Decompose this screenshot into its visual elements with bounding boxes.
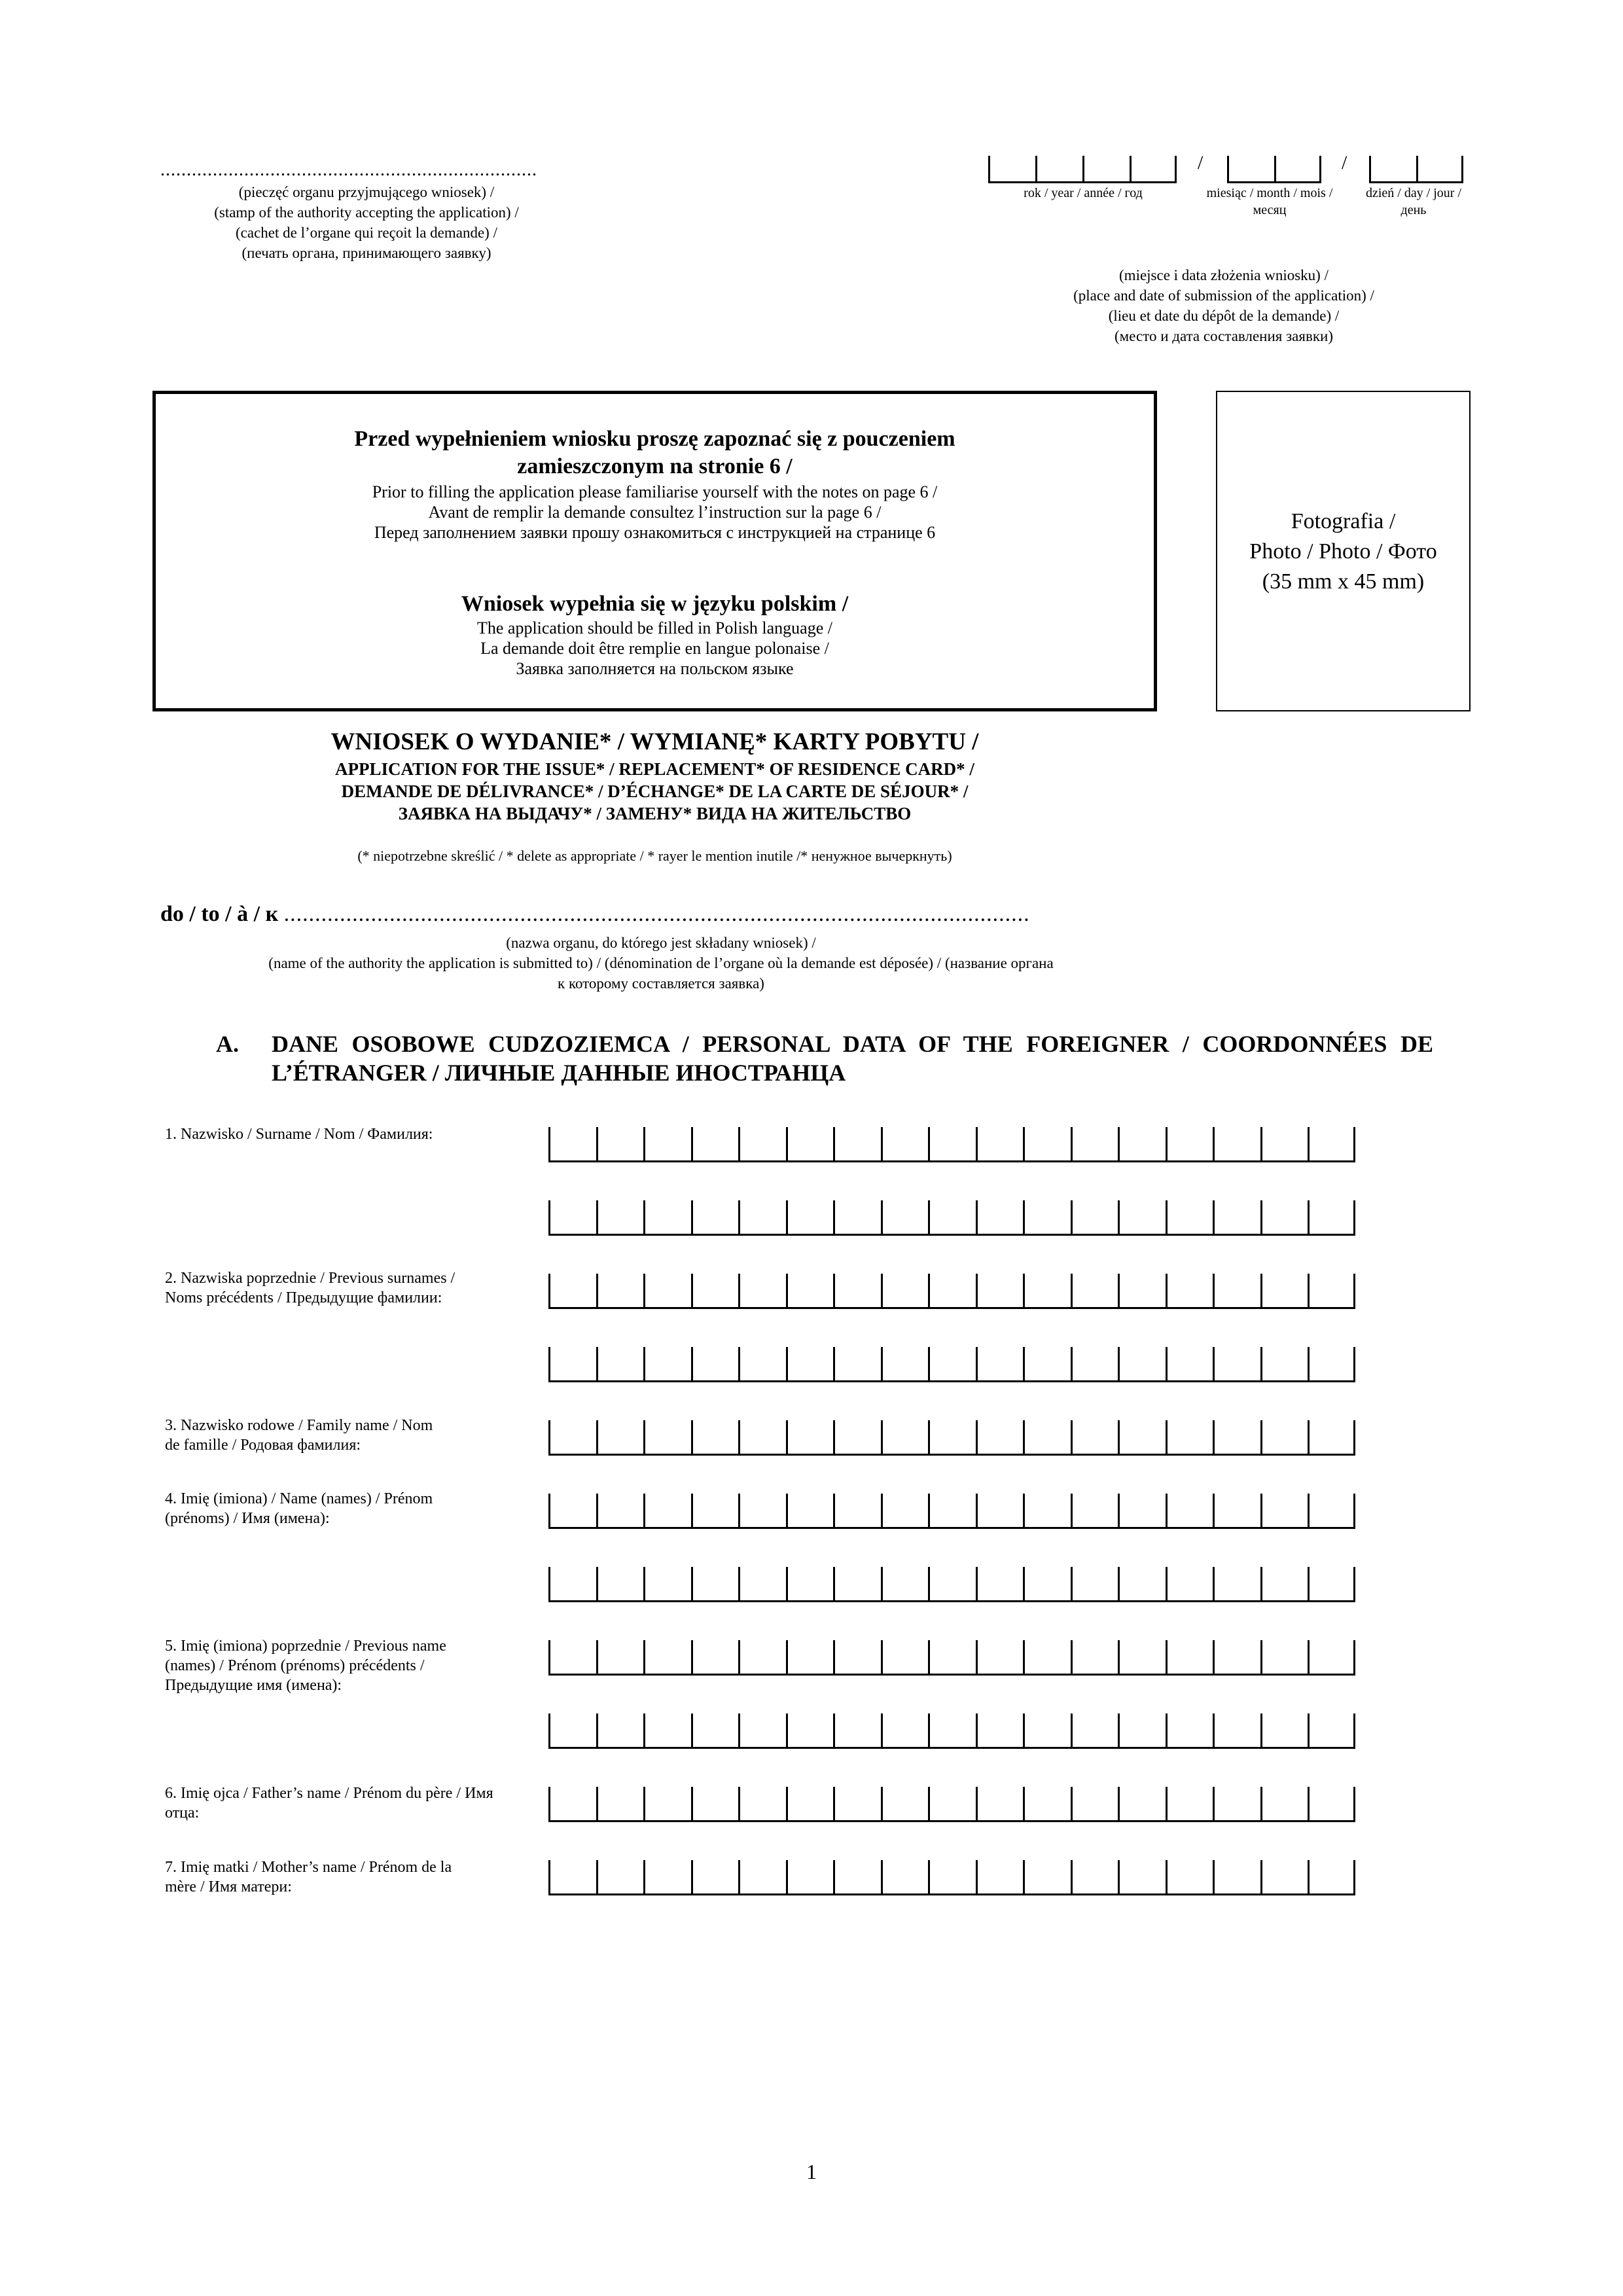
character-cell[interactable] — [786, 1200, 834, 1236]
instructions-title: Przed wypełnieniem wniosku proszę zapoznać się z pouczeniem zamieszczonym na stronie 6 / — [354, 427, 955, 478]
character-cell[interactable] — [738, 1420, 786, 1456]
character-cell[interactable] — [596, 1127, 644, 1162]
character-cell[interactable] — [1118, 1640, 1166, 1676]
character-cell[interactable] — [928, 1640, 976, 1676]
language-line: The application should be filled in Polish language / — [476, 619, 832, 637]
character-cell[interactable] — [833, 1200, 881, 1236]
field-label-line: 6. Imię ojca / Father’s name / Prénom du père / Имя — [165, 1785, 493, 1802]
character-cell[interactable] — [1166, 1200, 1213, 1236]
date-month-boxes[interactable] — [1227, 156, 1321, 183]
character-cell[interactable] — [548, 1567, 596, 1602]
character-cell[interactable] — [1118, 1713, 1166, 1749]
character-cell[interactable] — [596, 1713, 644, 1749]
character-cell[interactable] — [1308, 1860, 1355, 1895]
character-cell[interactable] — [1166, 1567, 1213, 1602]
date-separator: / — [1198, 152, 1204, 173]
stamp-caption-line: (печать органа, принимающего заявку) — [241, 245, 491, 261]
character-cell[interactable] — [1166, 1347, 1213, 1382]
instructions-line: Перед заполнением заявки прошу ознакомиться с инструкцией на странице 6 — [374, 523, 936, 542]
character-cell[interactable] — [548, 1860, 596, 1895]
character-cell[interactable] — [1308, 1127, 1355, 1162]
stamp-caption — [160, 182, 573, 263]
character-cell[interactable] — [1071, 1787, 1118, 1822]
language-line: La demande doit être remplie en langue polonaise / — [480, 639, 829, 658]
application-subtitle: APPLICATION FOR THE ISSUE* / REPLACEMENT* OF RESIDENCE CARD* / — [335, 759, 974, 779]
character-cell[interactable] — [1118, 1787, 1166, 1822]
character-cell[interactable] — [1023, 1787, 1071, 1822]
instructions-line: Prior to filling the application please familiarise yourself with the notes on page 6 / — [372, 482, 938, 501]
photo-caption-line: (35 mm x 45 mm) — [1262, 569, 1425, 594]
date-month-label: miesiąc / month / mois / месяц — [1206, 186, 1333, 217]
character-cell[interactable] — [1071, 1200, 1118, 1236]
character-cell[interactable] — [1166, 1860, 1213, 1895]
family-name-grid[interactable] — [548, 1420, 1355, 1456]
character-cell[interactable] — [786, 1494, 834, 1529]
character-cell[interactable] — [691, 1274, 739, 1309]
character-cell[interactable] — [1166, 1640, 1213, 1676]
character-cell[interactable] — [691, 1200, 739, 1236]
character-cell[interactable] — [691, 1420, 739, 1456]
character-cell[interactable] — [833, 1640, 881, 1676]
character-cell[interactable] — [548, 1787, 596, 1822]
character-cell[interactable] — [1071, 1420, 1118, 1456]
previous-surnames-grid-continued[interactable] — [548, 1347, 1355, 1382]
character-cell[interactable] — [1166, 1713, 1213, 1749]
field-label-line: 1. Nazwisko / Surname / Nom / Фамилия: — [165, 1126, 433, 1143]
character-cell[interactable] — [1118, 1347, 1166, 1382]
character-cell[interactable] — [643, 1494, 691, 1529]
character-cell[interactable] — [928, 1494, 976, 1529]
character-cell[interactable] — [1213, 1494, 1260, 1529]
addressee-caption — [160, 933, 1162, 994]
character-cell[interactable] — [881, 1127, 929, 1162]
date-year-boxes[interactable] — [988, 156, 1177, 183]
character-cell[interactable] — [691, 1713, 739, 1749]
addressee-dots[interactable]: ........................................................................................................................ — [283, 902, 1030, 926]
addressee-caption-line: (nazwa organu, do którego jest składany wniosek) / — [506, 935, 816, 951]
field-label-line: 7. Imię matki / Mother’s name / Prénom de la — [165, 1859, 452, 1876]
character-cell[interactable] — [1166, 1494, 1213, 1529]
character-cell[interactable] — [691, 1127, 739, 1162]
date-cell[interactable] — [1416, 156, 1463, 183]
character-cell[interactable] — [881, 1640, 929, 1676]
character-cell[interactable] — [1260, 1200, 1308, 1236]
character-cell[interactable] — [548, 1494, 596, 1529]
language-line: Заявка заполняется на польском языке — [516, 659, 794, 678]
character-cell[interactable] — [1118, 1420, 1166, 1456]
character-cell[interactable] — [881, 1860, 929, 1895]
stamp-caption-line: (pieczęć organu przyjmującego wniosek) / — [238, 184, 495, 200]
field-label-line: (prénoms) / Имя (имена): — [165, 1510, 330, 1527]
character-cell[interactable] — [881, 1420, 929, 1456]
character-cell[interactable] — [976, 1274, 1024, 1309]
character-cell[interactable] — [643, 1274, 691, 1309]
field-label-previous-names — [165, 1636, 531, 1695]
character-cell[interactable] — [1166, 1127, 1213, 1162]
character-cell[interactable] — [1118, 1567, 1166, 1602]
language-title: Wniosek wypełnia się w języku polskim / — [461, 592, 849, 616]
character-cell[interactable] — [833, 1347, 881, 1382]
character-cell[interactable] — [1213, 1713, 1260, 1749]
character-cell[interactable] — [548, 1274, 596, 1309]
character-cell[interactable] — [928, 1713, 976, 1749]
character-cell[interactable] — [596, 1787, 644, 1822]
character-cell[interactable] — [928, 1347, 976, 1382]
place-date-caption — [969, 265, 1479, 346]
character-cell[interactable] — [643, 1420, 691, 1456]
photo-caption-line: Fotografia / — [1291, 509, 1396, 533]
character-cell[interactable] — [1213, 1127, 1260, 1162]
character-cell[interactable] — [928, 1127, 976, 1162]
character-cell[interactable] — [786, 1787, 834, 1822]
character-cell[interactable] — [786, 1640, 834, 1676]
photo-caption — [1217, 507, 1469, 597]
character-cell[interactable] — [643, 1787, 691, 1822]
character-cell[interactable] — [596, 1347, 644, 1382]
character-cell[interactable] — [881, 1567, 929, 1602]
character-cell[interactable] — [1308, 1274, 1355, 1309]
character-cell[interactable] — [1260, 1420, 1308, 1456]
character-cell[interactable] — [1023, 1274, 1071, 1309]
character-cell[interactable] — [596, 1567, 644, 1602]
field-label-line: Предыдущие имя (имена): — [165, 1677, 342, 1694]
character-cell[interactable] — [786, 1420, 834, 1456]
character-cell[interactable] — [1260, 1640, 1308, 1676]
delete-note: (* niepotrzebne skreślić / * delete as appropriate / * rayer le mention inutile /* ненужное вычеркнуть) — [357, 848, 952, 864]
character-cell[interactable] — [643, 1567, 691, 1602]
character-cell[interactable] — [1023, 1494, 1071, 1529]
character-cell[interactable] — [1071, 1567, 1118, 1602]
field-label-line: de famille / Родовая фамилия: — [165, 1437, 361, 1454]
character-cell[interactable] — [976, 1787, 1024, 1822]
date-cell[interactable] — [1274, 156, 1321, 183]
character-cell[interactable] — [738, 1787, 786, 1822]
field-label-previous-surnames — [165, 1268, 531, 1308]
character-cell[interactable] — [1023, 1200, 1071, 1236]
character-cell[interactable] — [1260, 1494, 1308, 1529]
character-cell[interactable] — [1023, 1127, 1071, 1162]
character-cell[interactable] — [1213, 1347, 1260, 1382]
character-cell[interactable] — [1260, 1860, 1308, 1895]
character-cell[interactable] — [548, 1420, 596, 1456]
instructions-box — [152, 391, 1157, 711]
character-cell[interactable] — [1213, 1274, 1260, 1309]
character-cell[interactable] — [1308, 1347, 1355, 1382]
character-cell[interactable] — [643, 1127, 691, 1162]
character-cell[interactable] — [691, 1640, 739, 1676]
character-cell[interactable] — [643, 1860, 691, 1895]
addressee-line[interactable] — [160, 902, 1030, 927]
date-cell[interactable] — [1369, 156, 1416, 183]
character-cell[interactable] — [738, 1127, 786, 1162]
character-cell[interactable] — [1213, 1200, 1260, 1236]
name-grid[interactable] — [548, 1494, 1355, 1529]
application-subtitle: DEMANDE DE DÉLIVRANCE* / D’ÉCHANGE* DE LA CARTE DE SÉJOUR* / — [341, 781, 969, 801]
character-cell[interactable] — [738, 1494, 786, 1529]
character-cell[interactable] — [881, 1347, 929, 1382]
character-cell[interactable] — [738, 1200, 786, 1236]
character-cell[interactable] — [976, 1494, 1024, 1529]
character-cell[interactable] — [1023, 1713, 1071, 1749]
character-cell[interactable] — [738, 1640, 786, 1676]
character-cell[interactable] — [548, 1200, 596, 1236]
mothers-name-grid[interactable] — [548, 1860, 1355, 1895]
addressee-caption-line: (name of the authority the application is submitted to) / (dénomination de l’organe où la demande est déposée) / (название органа — [268, 955, 1054, 971]
character-cell[interactable] — [596, 1420, 644, 1456]
character-cell[interactable] — [596, 1860, 644, 1895]
character-cell[interactable] — [1260, 1347, 1308, 1382]
field-label-line: 2. Nazwiska poprzednie / Previous surnames / — [165, 1270, 455, 1287]
character-cell[interactable] — [1118, 1127, 1166, 1162]
previous-names-grid[interactable] — [548, 1640, 1355, 1676]
place-caption-line: (место и дата составления заявки) — [1115, 328, 1333, 344]
character-cell[interactable] — [881, 1787, 929, 1822]
character-cell[interactable] — [1071, 1127, 1118, 1162]
character-cell[interactable] — [1166, 1274, 1213, 1309]
field-label-family-name — [165, 1416, 531, 1455]
character-cell[interactable] — [833, 1494, 881, 1529]
character-cell[interactable] — [833, 1860, 881, 1895]
field-label-line: mère / Имя матери: — [165, 1878, 292, 1895]
character-cell[interactable] — [786, 1274, 834, 1309]
field-label-line: 4. Imię (imiona) / Name (names) / Prénom — [165, 1490, 433, 1507]
character-cell[interactable] — [1308, 1787, 1355, 1822]
character-cell[interactable] — [1260, 1713, 1308, 1749]
date-day-boxes[interactable] — [1369, 156, 1463, 183]
previous-names-grid-continued[interactable] — [548, 1713, 1355, 1749]
application-subtitle: ЗАЯВКА НА ВЫДАЧУ* / ЗАМЕНУ* ВИДА НА ЖИТЕЛЬСТВО — [398, 804, 912, 823]
character-cell[interactable] — [833, 1787, 881, 1822]
field-label-mothers-name — [165, 1857, 531, 1897]
character-cell[interactable] — [738, 1860, 786, 1895]
character-cell[interactable] — [596, 1640, 644, 1676]
character-cell[interactable] — [976, 1347, 1024, 1382]
character-cell[interactable] — [928, 1787, 976, 1822]
character-cell[interactable] — [833, 1713, 881, 1749]
date-cell[interactable] — [1035, 156, 1082, 183]
character-cell[interactable] — [976, 1713, 1024, 1749]
character-cell[interactable] — [1213, 1420, 1260, 1456]
fathers-name-grid[interactable] — [548, 1787, 1355, 1822]
character-cell[interactable] — [1118, 1200, 1166, 1236]
character-cell[interactable] — [1071, 1640, 1118, 1676]
character-cell[interactable] — [928, 1200, 976, 1236]
character-cell[interactable] — [1308, 1713, 1355, 1749]
page-number: 1 — [806, 2160, 817, 2183]
character-cell[interactable] — [1260, 1567, 1308, 1602]
character-cell[interactable] — [1071, 1713, 1118, 1749]
character-cell[interactable] — [738, 1713, 786, 1749]
character-cell[interactable] — [1023, 1567, 1071, 1602]
character-cell[interactable] — [1308, 1420, 1355, 1456]
character-cell[interactable] — [1308, 1200, 1355, 1236]
character-cell[interactable] — [1071, 1347, 1118, 1382]
character-cell[interactable] — [881, 1274, 929, 1309]
character-cell[interactable] — [1213, 1567, 1260, 1602]
stamp-line: ........................................................................ — [160, 160, 537, 180]
date-cell[interactable] — [988, 156, 1035, 183]
character-cell[interactable] — [643, 1347, 691, 1382]
character-cell[interactable] — [1213, 1787, 1260, 1822]
character-cell[interactable] — [1260, 1274, 1308, 1309]
character-cell[interactable] — [643, 1713, 691, 1749]
field-label-fathers-name — [165, 1784, 531, 1823]
character-cell[interactable] — [643, 1640, 691, 1676]
character-cell[interactable] — [691, 1567, 739, 1602]
character-cell[interactable] — [1118, 1274, 1166, 1309]
character-cell[interactable] — [928, 1274, 976, 1309]
surname-grid-continued[interactable] — [548, 1200, 1355, 1236]
character-cell[interactable] — [976, 1640, 1024, 1676]
character-cell[interactable] — [1308, 1567, 1355, 1602]
character-cell[interactable] — [691, 1787, 739, 1822]
character-cell[interactable] — [1023, 1640, 1071, 1676]
character-cell[interactable] — [738, 1274, 786, 1309]
character-cell[interactable] — [928, 1567, 976, 1602]
character-cell[interactable] — [548, 1713, 596, 1749]
character-cell[interactable] — [833, 1420, 881, 1456]
character-cell[interactable] — [1166, 1787, 1213, 1822]
character-cell[interactable] — [596, 1274, 644, 1309]
character-cell[interactable] — [833, 1127, 881, 1162]
character-cell[interactable] — [928, 1420, 976, 1456]
place-caption-line: (miejsce i data złożenia wniosku) / — [1119, 267, 1329, 283]
character-cell[interactable] — [1260, 1127, 1308, 1162]
character-cell[interactable] — [976, 1127, 1024, 1162]
date-year-label: rok / year / année / год — [1024, 186, 1143, 200]
character-cell[interactable] — [786, 1860, 834, 1895]
date-cell[interactable] — [1227, 156, 1274, 183]
character-cell[interactable] — [1260, 1787, 1308, 1822]
character-cell[interactable] — [881, 1494, 929, 1529]
character-cell[interactable] — [691, 1494, 739, 1529]
name-grid-continued[interactable] — [548, 1567, 1355, 1602]
character-cell[interactable] — [1308, 1640, 1355, 1676]
character-cell[interactable] — [1023, 1860, 1071, 1895]
previous-surnames-grid[interactable] — [548, 1274, 1355, 1309]
character-cell[interactable] — [976, 1567, 1024, 1602]
character-cell[interactable] — [976, 1860, 1024, 1895]
surname-grid[interactable] — [548, 1127, 1355, 1162]
character-cell[interactable] — [833, 1567, 881, 1602]
character-cell[interactable] — [1118, 1860, 1166, 1895]
section-letter: A. — [216, 1031, 239, 1057]
addressee-prefix: do / to / à / к — [160, 902, 279, 926]
date-day-label: dzień / day / jour / день — [1365, 186, 1462, 217]
character-cell[interactable] — [691, 1860, 739, 1895]
character-cell[interactable] — [643, 1200, 691, 1236]
application-title: WNIOSEK O WYDANIE* / WYMIANĘ* KARTY POBYTU / — [330, 728, 979, 755]
place-caption-line: (place and date of submission of the application) / — [1073, 287, 1374, 304]
character-cell[interactable] — [833, 1274, 881, 1309]
character-cell[interactable] — [738, 1567, 786, 1602]
character-cell[interactable] — [1071, 1274, 1118, 1309]
application-subtitles — [152, 758, 1157, 825]
character-cell[interactable] — [1023, 1347, 1071, 1382]
character-cell[interactable] — [1213, 1860, 1260, 1895]
character-cell[interactable] — [1213, 1640, 1260, 1676]
character-cell[interactable] — [1071, 1494, 1118, 1529]
character-cell[interactable] — [548, 1640, 596, 1676]
character-cell[interactable] — [691, 1347, 739, 1382]
field-label-line: Noms précédents / Предыдущие фамилии: — [165, 1289, 442, 1306]
photo-placeholder[interactable] — [1216, 391, 1471, 711]
character-cell[interactable] — [596, 1200, 644, 1236]
date-separator: / — [1342, 152, 1347, 173]
character-cell[interactable] — [548, 1347, 596, 1382]
character-cell[interactable] — [881, 1200, 929, 1236]
character-cell[interactable] — [548, 1127, 596, 1162]
photo-caption-line: Photo / Photo / Фото — [1249, 539, 1437, 564]
character-cell[interactable] — [881, 1713, 929, 1749]
character-cell[interactable] — [1023, 1420, 1071, 1456]
character-cell[interactable] — [1308, 1494, 1355, 1529]
character-cell[interactable] — [786, 1127, 834, 1162]
field-label-line: 3. Nazwisko rodowe / Family name / Nom — [165, 1417, 433, 1434]
character-cell[interactable] — [786, 1713, 834, 1749]
stamp-caption-line: (stamp of the authority accepting the application) / — [214, 204, 519, 221]
field-label-line: 5. Imię (imiona) poprzednie / Previous name — [165, 1638, 446, 1655]
date-cell[interactable] — [1082, 156, 1130, 183]
addressee-caption-line: к которому составляется заявка) — [558, 975, 764, 992]
date-cell[interactable] — [1130, 156, 1177, 183]
character-cell[interactable] — [596, 1494, 644, 1529]
field-label-line: (names) / Prénom (prénoms) précédents / — [165, 1657, 425, 1674]
character-cell[interactable] — [976, 1420, 1024, 1456]
field-label-surname — [165, 1124, 531, 1144]
stamp-caption-line: (cachet de l’organe qui reçoit la demande) / — [236, 224, 497, 241]
character-cell[interactable] — [786, 1347, 834, 1382]
character-cell[interactable] — [1071, 1860, 1118, 1895]
character-cell[interactable] — [786, 1567, 834, 1602]
character-cell[interactable] — [928, 1860, 976, 1895]
character-cell[interactable] — [738, 1347, 786, 1382]
field-label-name — [165, 1489, 531, 1528]
field-label-line: отца: — [165, 1804, 200, 1821]
instructions-line: Avant de remplir la demande consultez l’instruction sur la page 6 / — [428, 503, 882, 522]
character-cell[interactable] — [1118, 1494, 1166, 1529]
character-cell[interactable] — [1166, 1420, 1213, 1456]
character-cell[interactable] — [976, 1200, 1024, 1236]
section-title: DANE OSOBOWE CUDZOZIEMCA / PERSONAL DATA OF THE FOREIGNER / COORDONNÉES DE L’ÉTRANGER / ЛИЧНЫЕ ДАННЫЕ ИНОСТРАНЦА — [272, 1031, 1433, 1086]
place-caption-line: (lieu et date du dépôt de la demande) / — [1108, 308, 1340, 324]
